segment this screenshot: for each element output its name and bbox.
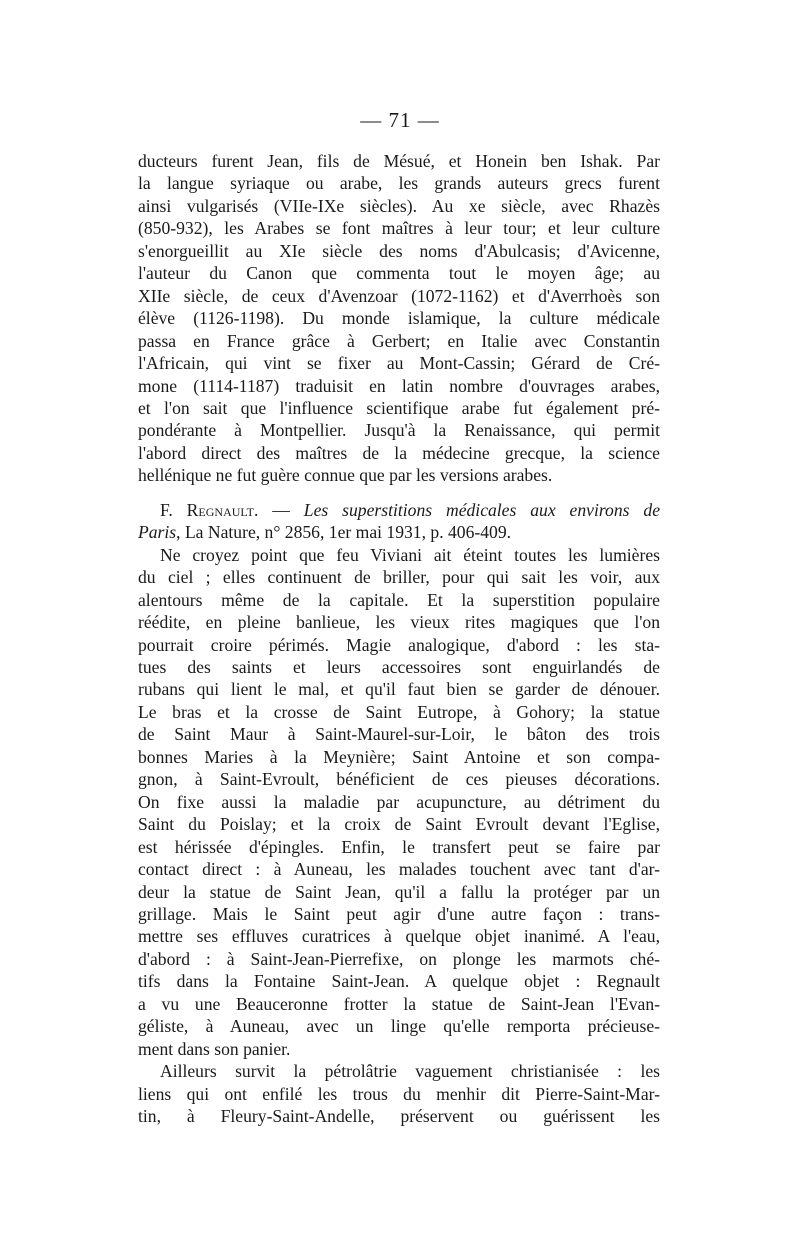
text-line: mettre ses effluves curatrices à quelque objet inanimé. A l'eau, xyxy=(138,926,660,947)
text-line: passa en France grâce à Gerbert; en Italie avec Constantin xyxy=(138,330,660,351)
text-line: tifs dans la Fontaine Saint-Jean. A quelque objet : Regnault xyxy=(138,971,660,992)
paragraph-arabic-medicine xyxy=(138,150,660,487)
text-line: Le bras et la crosse de Saint Eutrope, à Gohory; la statue xyxy=(138,701,660,722)
reference-dash: — xyxy=(258,499,304,520)
text-line: gnon, à Saint-Evroult, bénéficient de ces pieuses décorations. xyxy=(138,769,660,790)
text-line: mone (1114-1187) traduisit en latin nombre d'ouvrages arabes, xyxy=(138,375,660,396)
text-line: alentours même de la capitale. Et la superstition populaire xyxy=(138,589,660,610)
text-line: tues des saints et leurs accessoires sont enguirlandés de xyxy=(138,656,660,677)
paragraph-gap xyxy=(138,487,660,499)
text-line: pondérante à Montpellier. Jusqu'à la Renaissance, qui permit xyxy=(138,420,660,441)
text-line: et l'on sait que l'influence scientifique arabe fut également pré- xyxy=(138,397,660,418)
text-line: grillage. Mais le Saint peut agir d'une autre façon : trans- xyxy=(138,903,660,924)
reference-line xyxy=(138,499,660,521)
reference-source: , La Nature, n° 2856, 1er mai 1931, p. 406-409. xyxy=(176,522,512,543)
paragraph-petrolatry xyxy=(138,1060,660,1127)
bibliographic-reference xyxy=(138,499,660,544)
text-line: On fixe aussi la maladie par acupuncture, au détriment du xyxy=(138,791,660,812)
text-line: de Saint Maur à Saint-Maurel-sur-Loir, le bâton des trois xyxy=(138,724,660,745)
text-line: Saint du Poislay; et la croix de Saint Evroult devant l'Eglise, xyxy=(138,814,660,835)
text-line: rubans qui lient le mal, et qu'il faut bien se garder de dénouer. xyxy=(138,679,660,700)
text-line: Ne croyez point que feu Viviani ait éteint toutes les lumières xyxy=(160,544,660,565)
text-line: d'abord : à Saint-Jean-Pierrefixe, on plonge les marmots ché- xyxy=(138,948,660,969)
reference-title: Les superstitions médicales aux environs de xyxy=(303,499,661,520)
page-number: — 71 — xyxy=(360,108,440,132)
text-line: l'abord direct des maîtres de la médecine grecque, la science xyxy=(138,442,660,463)
text-line: tin, à Fleury-Saint-Andelle, préservent ou guérissent les xyxy=(138,1106,660,1127)
text-line: élève (1126-1198). Du monde islamique, la culture médicale xyxy=(138,308,660,329)
text-line: est hérissée d'épingles. Enfin, le transfert peut se faire par xyxy=(138,836,660,857)
text-line: l'Africain, qui vint se fixer au Mont-Cassin; Gérard de Cré- xyxy=(138,353,660,374)
text-line: la langue syriaque ou arabe, les grands auteurs grecs furent xyxy=(138,173,660,194)
text-line: (850-932), les Arabes se font maîtres à leur tour; et leur culture xyxy=(138,218,660,239)
text-line: ment dans son panier. xyxy=(138,1038,291,1059)
body-text xyxy=(138,150,660,1127)
text-line: géliste, à Auneau, avec un linge qu'elle remporta précieuse- xyxy=(138,1016,660,1037)
text-line: contact direct : à Auneau, les malades touchent avec tant d'ar- xyxy=(138,859,660,880)
text-line: s'enorgueillit au XIe siècle des noms d'Abulcasis; d'Avicenne, xyxy=(138,240,660,261)
text-line: deur la statue de Saint Jean, qu'il a fallu la protéger par un xyxy=(138,881,660,902)
text-line: l'auteur du Canon que commenta tout le moyen âge; au xyxy=(138,263,660,284)
text-line: bonnes Maries à la Meynière; Saint Antoine et son compa- xyxy=(138,746,660,767)
reference-author: F. Regnault. xyxy=(160,499,259,520)
text-line: XIIe siècle, de ceux d'Avenzoar (1072-1162) et d'Averrhoès son xyxy=(138,285,660,306)
paragraph-superstitions xyxy=(138,544,660,1060)
text-line: ainsi vulgarisés (VIIe-IXe siècles). Au xe siècle, avec Rhazès xyxy=(138,195,660,216)
text-line: du ciel ; elles continuent de briller, pour qui sait les voir, aux xyxy=(138,567,660,588)
text-line: a vu une Beauceronne frotter la statue de Saint-Jean l'Evan- xyxy=(138,993,660,1014)
text-line: Ailleurs survit la pétrolâtrie vaguement christianisée : les xyxy=(160,1061,660,1082)
text-line: liens qui ont enfilé les trous du menhir dit Pierre-Saint-Mar- xyxy=(138,1083,660,1104)
text-line: hellénique ne fut guère connue que par les versions arabes. xyxy=(138,465,553,486)
reference-title-end: Paris xyxy=(138,522,177,543)
text-line: réédite, en pleine banlieue, les vieux rites magiques que l'on xyxy=(138,612,660,633)
text-line: ducteurs furent Jean, fils de Mésué, et Honein ben Ishak. Par xyxy=(138,151,660,171)
reference-line xyxy=(138,521,660,543)
text-line: pourrait croire périmés. Magie analogique, d'abord : les sta- xyxy=(138,634,660,655)
